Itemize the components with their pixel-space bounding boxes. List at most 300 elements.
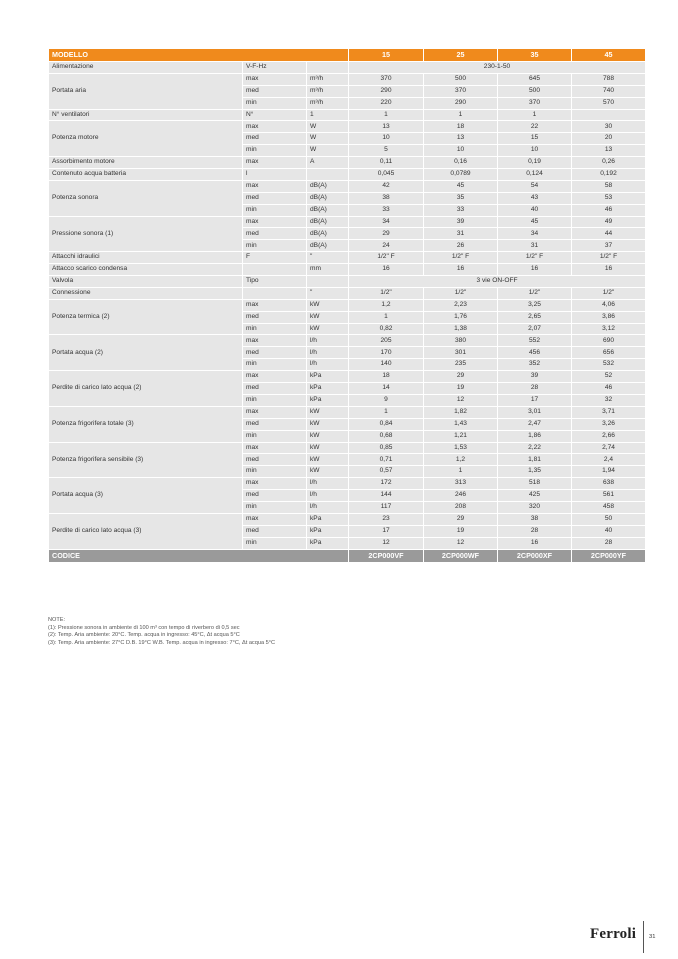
row-label: Alimentazione	[49, 62, 243, 74]
row-label: Portata aria	[49, 73, 243, 109]
row-level: min	[243, 204, 307, 216]
page-number: 31	[649, 934, 656, 940]
row-value: 2,47	[498, 418, 572, 430]
row-value: 37	[572, 240, 646, 252]
row-value: 20	[572, 133, 646, 145]
row-value: 39	[424, 216, 498, 228]
row-unit: l/h	[307, 359, 349, 371]
row-value: 17	[349, 525, 424, 537]
row-level: max	[243, 406, 307, 418]
spec-row	[49, 121, 646, 133]
row-unit: m³/h	[307, 97, 349, 109]
header-model: 45	[572, 49, 646, 62]
row-value: 0,84	[349, 418, 424, 430]
row-value: 35	[424, 192, 498, 204]
product-code: 2CP000XF	[498, 549, 572, 562]
row-value: 18	[349, 371, 424, 383]
row-value: 46	[572, 383, 646, 395]
row-value: 16	[498, 537, 572, 549]
row-label: Connessione	[49, 287, 243, 299]
row-value: 3,01	[498, 406, 572, 418]
row-unit: dB(A)	[307, 228, 349, 240]
row-unit: kW	[307, 442, 349, 454]
header-model: 25	[424, 49, 498, 62]
row-unit: A	[307, 157, 349, 169]
row-value: 17	[498, 394, 572, 406]
row-level: min	[243, 323, 307, 335]
row-level: min	[243, 359, 307, 371]
row-value: 2,74	[572, 442, 646, 454]
row-unit	[307, 169, 349, 181]
row-value: 518	[498, 478, 572, 490]
row-level: min	[243, 537, 307, 549]
row-value: 28	[498, 383, 572, 395]
row-value: 5	[349, 145, 424, 157]
spec-row	[49, 157, 646, 169]
row-level: max	[243, 442, 307, 454]
row-value: 1/2" F	[424, 252, 498, 264]
row-value: 320	[498, 501, 572, 513]
row-value: 39	[498, 371, 572, 383]
header-label: MODELLO	[49, 49, 349, 62]
spec-row	[49, 169, 646, 181]
row-span-value: 3 vie ON-OFF	[349, 276, 646, 288]
row-value: 290	[424, 97, 498, 109]
row-value: 30	[572, 121, 646, 133]
row-level: V-F-Hz	[243, 62, 307, 74]
row-value: 29	[424, 513, 498, 525]
row-value: 31	[424, 228, 498, 240]
row-value: 645	[498, 73, 572, 85]
row-label: Attacchi idraulici	[49, 252, 243, 264]
row-level: max	[243, 371, 307, 383]
row-value: 52	[572, 371, 646, 383]
row-level: med	[243, 192, 307, 204]
row-value: 290	[349, 85, 424, 97]
row-level: min	[243, 430, 307, 442]
row-label: Portata acqua (2)	[49, 335, 243, 371]
row-label: Valvola	[49, 276, 243, 288]
row-unit: W	[307, 133, 349, 145]
row-value: 50	[572, 513, 646, 525]
row-value: 13	[349, 121, 424, 133]
row-value: 313	[424, 478, 498, 490]
row-level: med	[243, 383, 307, 395]
row-value: 0,192	[572, 169, 646, 181]
row-label: Contenuto acqua batteria	[49, 169, 243, 181]
product-code: 2CP000VF	[349, 549, 424, 562]
row-value: 2,4	[572, 454, 646, 466]
row-unit: kPa	[307, 371, 349, 383]
row-value: 1,86	[498, 430, 572, 442]
row-unit: dB(A)	[307, 216, 349, 228]
row-unit: kW	[307, 406, 349, 418]
row-value: 1/2" F	[498, 252, 572, 264]
row-value: 2,07	[498, 323, 572, 335]
row-value: 2,66	[572, 430, 646, 442]
row-value: 1,53	[424, 442, 498, 454]
row-label: Perdite di carico lato acqua (3)	[49, 513, 243, 549]
row-level: min	[243, 394, 307, 406]
row-value: 380	[424, 335, 498, 347]
row-unit: m³/h	[307, 85, 349, 97]
header-model: 15	[349, 49, 424, 62]
row-value: 456	[498, 347, 572, 359]
spec-row	[49, 335, 646, 347]
row-value: 1/2"	[424, 287, 498, 299]
header-row	[49, 49, 646, 62]
row-label: Pressione sonora (1)	[49, 216, 243, 252]
row-label: Portata acqua (3)	[49, 478, 243, 514]
row-value: 0,0789	[424, 169, 498, 181]
note-3: (3): Temp. Aria ambiente: 27°C D.B. 19°C W.B. Temp. acqua in ingresso: 7°C, Δt acqua 5°C	[48, 639, 276, 646]
row-value: 4,06	[572, 299, 646, 311]
row-level	[243, 264, 307, 276]
row-value: 26	[424, 240, 498, 252]
row-value: 638	[572, 478, 646, 490]
row-value: 31	[498, 240, 572, 252]
row-value: 3,12	[572, 323, 646, 335]
row-level: min	[243, 466, 307, 478]
row-unit: dB(A)	[307, 240, 349, 252]
spec-row	[49, 287, 646, 299]
row-unit: 1	[307, 109, 349, 121]
row-value: 16	[424, 264, 498, 276]
row-value: 42	[349, 180, 424, 192]
row-value: 1,2	[424, 454, 498, 466]
row-level: max	[243, 335, 307, 347]
row-unit: kPa	[307, 394, 349, 406]
row-value: 12	[424, 537, 498, 549]
row-value: 58	[572, 180, 646, 192]
row-level: max	[243, 513, 307, 525]
spec-row	[49, 299, 646, 311]
row-level: max	[243, 157, 307, 169]
row-value: 425	[498, 490, 572, 502]
row-value: 28	[572, 537, 646, 549]
page-divider	[643, 921, 644, 953]
row-value: 28	[498, 525, 572, 537]
row-value: 1,35	[498, 466, 572, 478]
row-value: 690	[572, 335, 646, 347]
row-value: 1/2" F	[572, 252, 646, 264]
row-value: 370	[498, 97, 572, 109]
row-value: 1	[424, 466, 498, 478]
row-value: 0,045	[349, 169, 424, 181]
row-value: 45	[424, 180, 498, 192]
row-value: 46	[572, 204, 646, 216]
row-unit	[307, 276, 349, 288]
row-value: 3,26	[572, 418, 646, 430]
row-unit: m³/h	[307, 73, 349, 85]
row-value: 532	[572, 359, 646, 371]
row-value: 1	[349, 109, 424, 121]
row-value: 16	[498, 264, 572, 276]
row-value: 500	[498, 85, 572, 97]
row-unit: dB(A)	[307, 192, 349, 204]
row-value: 1,43	[424, 418, 498, 430]
row-value: 32	[572, 394, 646, 406]
row-value: 0,124	[498, 169, 572, 181]
row-value: 370	[349, 73, 424, 85]
row-value: 140	[349, 359, 424, 371]
row-unit: l/h	[307, 478, 349, 490]
row-value: 2,23	[424, 299, 498, 311]
row-value: 16	[572, 264, 646, 276]
logo-text: Ferroli	[590, 926, 637, 942]
row-value: 561	[572, 490, 646, 502]
row-value: 10	[349, 133, 424, 145]
row-unit: kPa	[307, 525, 349, 537]
row-level: med	[243, 133, 307, 145]
row-value: 33	[349, 204, 424, 216]
header-model: 35	[498, 49, 572, 62]
row-value: 38	[498, 513, 572, 525]
row-value: 12	[424, 394, 498, 406]
row-value: 9	[349, 394, 424, 406]
row-value: 1/2"	[349, 287, 424, 299]
row-value: 54	[498, 180, 572, 192]
row-level: med	[243, 228, 307, 240]
spec-row	[49, 109, 646, 121]
footer-label: CODICE	[49, 549, 349, 562]
row-level: med	[243, 418, 307, 430]
row-level: max	[243, 180, 307, 192]
row-level: med	[243, 454, 307, 466]
product-code: 2CP000WF	[424, 549, 498, 562]
row-value: 1/2"	[498, 287, 572, 299]
row-value: 0,71	[349, 454, 424, 466]
row-value: 13	[572, 145, 646, 157]
row-level: med	[243, 311, 307, 323]
row-value: 552	[498, 335, 572, 347]
row-level: max	[243, 73, 307, 85]
row-value: 29	[424, 371, 498, 383]
row-value: 14	[349, 383, 424, 395]
row-value: 1,81	[498, 454, 572, 466]
row-value: 22	[498, 121, 572, 133]
row-value: 170	[349, 347, 424, 359]
row-value: 1,21	[424, 430, 498, 442]
row-value: 0,85	[349, 442, 424, 454]
row-value: 0,82	[349, 323, 424, 335]
row-value: 45	[498, 216, 572, 228]
row-value: 38	[349, 192, 424, 204]
row-unit: "	[307, 252, 349, 264]
row-value: 205	[349, 335, 424, 347]
spec-row	[49, 406, 646, 418]
row-level: Tipo	[243, 276, 307, 288]
row-value: 29	[349, 228, 424, 240]
row-unit: l/h	[307, 490, 349, 502]
row-value: 2,22	[498, 442, 572, 454]
spec-row	[49, 216, 646, 228]
row-label: Attacco scarico condensa	[49, 264, 243, 276]
row-label: N° ventilatori	[49, 109, 243, 121]
row-unit: kPa	[307, 383, 349, 395]
row-value: 34	[498, 228, 572, 240]
row-value: 1,94	[572, 466, 646, 478]
row-unit: kW	[307, 418, 349, 430]
row-unit: kW	[307, 454, 349, 466]
row-unit: mm	[307, 264, 349, 276]
row-value: 117	[349, 501, 424, 513]
row-unit: kW	[307, 311, 349, 323]
row-value: 23	[349, 513, 424, 525]
row-value: 19	[424, 383, 498, 395]
row-unit: kPa	[307, 537, 349, 549]
row-unit: dB(A)	[307, 180, 349, 192]
spec-table	[48, 48, 646, 563]
row-value: 13	[424, 133, 498, 145]
row-level: max	[243, 299, 307, 311]
row-level: med	[243, 525, 307, 537]
row-value: 208	[424, 501, 498, 513]
row-value: 3,25	[498, 299, 572, 311]
row-value: 172	[349, 478, 424, 490]
spec-row	[49, 442, 646, 454]
row-value: 246	[424, 490, 498, 502]
row-unit: l/h	[307, 501, 349, 513]
row-unit: kPa	[307, 513, 349, 525]
row-unit: W	[307, 121, 349, 133]
row-value: 301	[424, 347, 498, 359]
note-heading: NOTE:	[48, 617, 66, 623]
spec-row	[49, 371, 646, 383]
row-value: 16	[349, 264, 424, 276]
row-value: 33	[424, 204, 498, 216]
row-unit: l/h	[307, 347, 349, 359]
row-value: 0,19	[498, 157, 572, 169]
row-value: 656	[572, 347, 646, 359]
row-value: 740	[572, 85, 646, 97]
spec-row	[49, 276, 646, 288]
row-label: Potenza frigorifera sensibile (3)	[49, 442, 243, 478]
row-value	[572, 109, 646, 121]
row-value: 1	[424, 109, 498, 121]
product-code: 2CP000YF	[572, 549, 646, 562]
row-value: 49	[572, 216, 646, 228]
row-unit: dB(A)	[307, 204, 349, 216]
row-level	[243, 287, 307, 299]
footnotes	[48, 617, 275, 647]
row-value: 10	[424, 145, 498, 157]
row-level: N°	[243, 109, 307, 121]
row-level: max	[243, 121, 307, 133]
row-level: med	[243, 490, 307, 502]
row-unit: kW	[307, 430, 349, 442]
row-label: Potenza motore	[49, 121, 243, 157]
row-level: max	[243, 478, 307, 490]
row-value: 0,26	[572, 157, 646, 169]
row-value: 570	[572, 97, 646, 109]
row-value: 458	[572, 501, 646, 513]
row-level: F	[243, 252, 307, 264]
row-value: 1	[498, 109, 572, 121]
row-level: min	[243, 145, 307, 157]
spec-row	[49, 62, 646, 74]
row-value: 352	[498, 359, 572, 371]
row-value: 10	[498, 145, 572, 157]
row-value: 1	[349, 406, 424, 418]
row-value: 1/2"	[572, 287, 646, 299]
row-value: 0,68	[349, 430, 424, 442]
row-value: 788	[572, 73, 646, 85]
row-level: max	[243, 216, 307, 228]
row-value: 0,11	[349, 157, 424, 169]
footer-row	[49, 549, 646, 562]
row-level: min	[243, 240, 307, 252]
row-value: 24	[349, 240, 424, 252]
row-value: 40	[572, 525, 646, 537]
row-label: Perdite di carico lato acqua (2)	[49, 371, 243, 407]
row-label: Potenza termica (2)	[49, 299, 243, 335]
row-value: 40	[498, 204, 572, 216]
row-value: 1,76	[424, 311, 498, 323]
spec-row	[49, 252, 646, 264]
row-value: 34	[349, 216, 424, 228]
spec-row	[49, 264, 646, 276]
row-level: min	[243, 501, 307, 513]
row-value: 19	[424, 525, 498, 537]
row-value: 370	[424, 85, 498, 97]
row-unit	[307, 62, 349, 74]
row-value: 1,2	[349, 299, 424, 311]
spec-row	[49, 73, 646, 85]
row-value: 53	[572, 192, 646, 204]
row-value: 1/2" F	[349, 252, 424, 264]
note-1: (1): Pressione sonora in ambiente di 100 m³ con tempo di riverbero di 0,5 sec	[48, 624, 240, 631]
spec-row	[49, 478, 646, 490]
row-span-value: 230-1-50	[349, 62, 646, 74]
row-level: med	[243, 347, 307, 359]
row-value: 12	[349, 537, 424, 549]
row-unit: W	[307, 145, 349, 157]
row-label: Assorbimento motore	[49, 157, 243, 169]
spec-row	[49, 513, 646, 525]
row-value: 1,82	[424, 406, 498, 418]
row-value: 235	[424, 359, 498, 371]
row-value: 220	[349, 97, 424, 109]
row-label: Potenza sonora	[49, 180, 243, 216]
row-unit: "	[307, 287, 349, 299]
row-value: 1	[349, 311, 424, 323]
row-level: min	[243, 97, 307, 109]
row-level: l	[243, 169, 307, 181]
row-value: 43	[498, 192, 572, 204]
row-value: 15	[498, 133, 572, 145]
row-value: 2,65	[498, 311, 572, 323]
row-value: 1,38	[424, 323, 498, 335]
row-value: 44	[572, 228, 646, 240]
row-level: med	[243, 85, 307, 97]
row-unit: kW	[307, 299, 349, 311]
row-unit: kW	[307, 466, 349, 478]
ferroli-logo	[590, 926, 636, 943]
row-unit: l/h	[307, 335, 349, 347]
row-label: Potenza frigorifera totale (3)	[49, 406, 243, 442]
row-value: 500	[424, 73, 498, 85]
row-value: 0,16	[424, 157, 498, 169]
row-value: 18	[424, 121, 498, 133]
row-value: 144	[349, 490, 424, 502]
note-2: (2): Temp. Aria ambiente: 20°C. Temp. acqua in ingresso: 45°C, Δt acqua 5°C	[48, 632, 240, 639]
row-value: 3,71	[572, 406, 646, 418]
row-unit: kW	[307, 323, 349, 335]
row-value: 0,57	[349, 466, 424, 478]
spec-row	[49, 180, 646, 192]
row-value: 3,86	[572, 311, 646, 323]
